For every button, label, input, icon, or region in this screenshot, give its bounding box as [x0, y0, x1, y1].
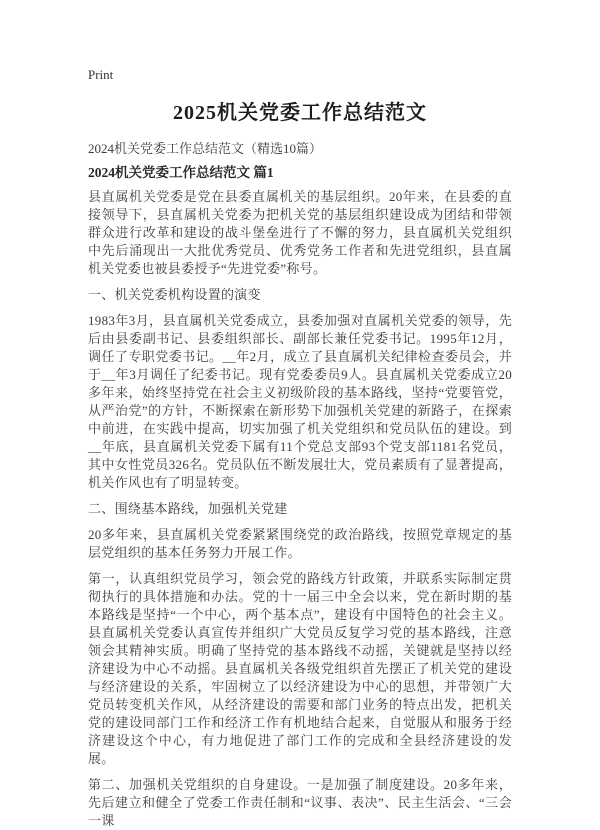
section-heading: 一、机关党委机构设置的演变 [88, 287, 261, 302]
section-heading: 二、围绕基本路线，加强机关党建 [88, 501, 288, 516]
part-heading: 2024机关党委工作总结范文 篇1 [88, 165, 274, 180]
paragraph: 20多年来，县直属机关党委紧紧围绕党的政治路线，按照党章规定的基层党组织的基本任务努力开展工作。 [88, 527, 512, 560]
paragraph: 1983年3月，县直属机关党委成立，县委加强对直属机关党委的领导，先后由县委副书记、县委组织部长、副部长兼任党委书记。1995年12月，调任了专职党委书记。__年2月，成立了县直属机关纪律检查委员会，并于__年3月调任了纪委书记。现有党委委员9人。县直属机关党委成立20多年来，始终坚持党在社会主义初级阶段的基本路线，坚持“党要管党，从严治党”的方针，不断探索在新形势下加强机关党建的新路子，在探索中前进，在实践中提高，切实加强了机关党组织和党员队伍的建设。到__年底，县直属机关党委下属有11个党总支部93个党支部1181名党员，其中女性党员326名。党员队伍不断发展壮大，党员素质有了显著提高，机关作风也有了明显转变。 [88, 313, 512, 490]
paragraph: 第一，认真组织党员学习，领会党的路线方针政策，并联系实际制定贯彻执行的具体措施和办法。党的十一届三中全会以来，党在新时期的基本路线是坚持“一个中心，两个基本点”，建设有中国特色的社会主义。县直属机关党委认真宣传并组织广大党员反复学习党的基本路线，注意领会其精神实质。明确了坚持党的基本路线不动摇，关键就是坚持以经济建设为中心不动摇。县直属机关各级党组织首先摆正了机关党的建设与经济建设的关系，牢固树立了以经济建设为中心的思想，并带领广大党员转变机关作风，从经济建设的需要和部门业务的特点出发，把机关党的建设同部门工作和经济工作有机地结合起来，自觉服从和服务于经济建设这个中心，有力地促进了部门工作的完成和全县经济建设的发展。 [88, 571, 512, 766]
paragraph: 县直属机关党委是党在县委直属机关的基层组织。20年来，在县委的直接领导下，县直属机关党委为把机关党的基层组织建设成为团结和带领群众进行改革和建设的战斗堡垒进行了不懈的努力，县直属机关党组织中先后涌现出一大批优秀党员、优秀党务工作者和先进党组织，县直属机关党委也被县委授予“先进党委”称号。 [88, 189, 512, 276]
document-subtitle: 2024机关党委工作总结范文（精选10篇） [88, 141, 323, 156]
document-body [88, 188, 512, 830]
print-button[interactable]: Print [88, 67, 114, 82]
document-title: 2025机关党委工作总结范文 [173, 102, 427, 124]
paragraph: 第二、加强机关党组织的自身建设。一是加强了制度建设。20多年来，先后建立和健全了党委工作责任制和“议事、表决”、民主生活会、“三会一课 [88, 777, 512, 828]
